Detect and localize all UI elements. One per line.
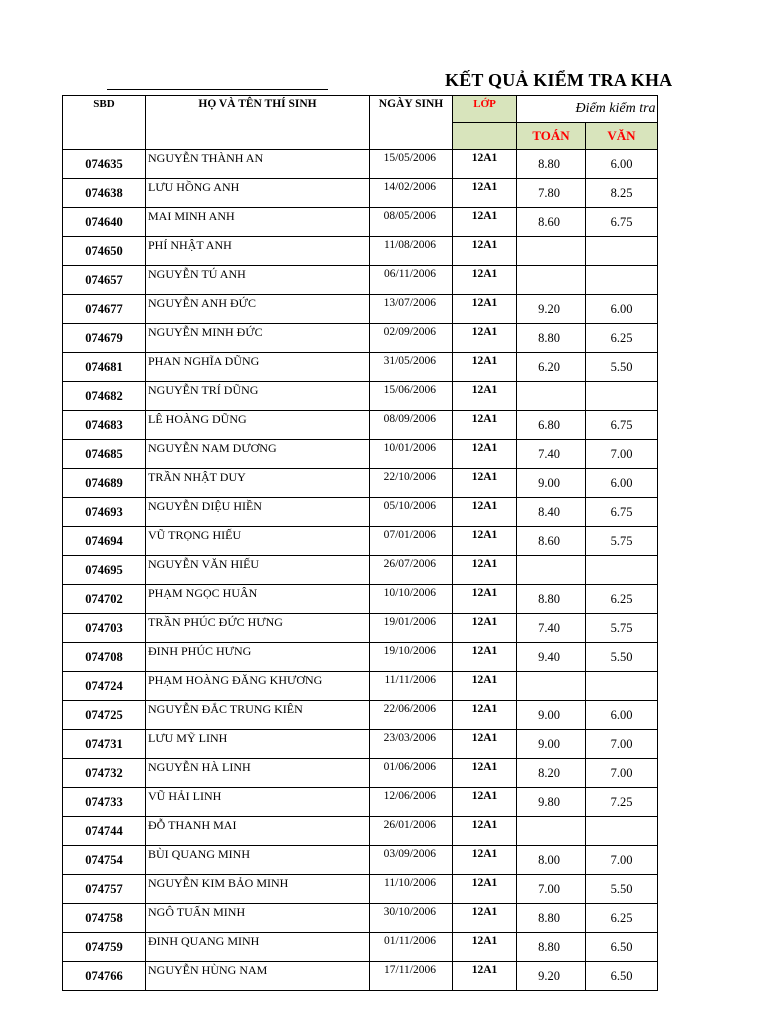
cell-van: 6.75 bbox=[586, 208, 658, 237]
cell-toan bbox=[517, 556, 586, 585]
cell-dob: 17/11/2006 bbox=[370, 962, 453, 991]
cell-van: 5.75 bbox=[586, 614, 658, 643]
cell-sbd: 074679 bbox=[63, 324, 146, 353]
table-row bbox=[63, 614, 658, 643]
cell-van: 6.00 bbox=[586, 469, 658, 498]
table-row bbox=[63, 556, 658, 585]
cell-lop: 12A1 bbox=[453, 527, 517, 556]
cell-van bbox=[586, 556, 658, 585]
cell-dob: 11/10/2006 bbox=[370, 875, 453, 904]
cell-sbd: 074744 bbox=[63, 817, 146, 846]
table-row bbox=[63, 788, 658, 817]
cell-van: 7.00 bbox=[586, 759, 658, 788]
table-row bbox=[63, 353, 658, 382]
cell-sbd: 074695 bbox=[63, 556, 146, 585]
cell-van: 6.25 bbox=[586, 904, 658, 933]
cell-sbd: 074693 bbox=[63, 498, 146, 527]
cell-sbd: 074640 bbox=[63, 208, 146, 237]
column-header-lop-fill bbox=[453, 123, 517, 150]
cell-name: PHÍ NHẬT ANH bbox=[146, 237, 370, 266]
cell-sbd: 074702 bbox=[63, 585, 146, 614]
cell-lop: 12A1 bbox=[453, 150, 517, 179]
cell-toan: 8.80 bbox=[517, 904, 586, 933]
cell-dob: 30/10/2006 bbox=[370, 904, 453, 933]
table-row bbox=[63, 817, 658, 846]
cell-name: VŨ HẢI LINH bbox=[146, 788, 370, 817]
cell-dob: 15/05/2006 bbox=[370, 150, 453, 179]
table-row bbox=[63, 933, 658, 962]
cell-toan: 9.20 bbox=[517, 295, 586, 324]
cell-van: 6.00 bbox=[586, 701, 658, 730]
cell-lop: 12A1 bbox=[453, 672, 517, 701]
cell-sbd: 074682 bbox=[63, 382, 146, 411]
cell-dob: 31/05/2006 bbox=[370, 353, 453, 382]
cell-name: NGUYỄN THÀNH AN bbox=[146, 150, 370, 179]
cell-name: ĐINH PHÚC HƯNG bbox=[146, 643, 370, 672]
cell-name: VŨ TRỌNG HIẾU bbox=[146, 527, 370, 556]
cell-toan bbox=[517, 817, 586, 846]
cell-name: NGUYỄN DIỆU HIỀN bbox=[146, 498, 370, 527]
table-row bbox=[63, 179, 658, 208]
cell-dob: 22/10/2006 bbox=[370, 469, 453, 498]
cell-dob: 13/07/2006 bbox=[370, 295, 453, 324]
cell-sbd: 074683 bbox=[63, 411, 146, 440]
cell-van: 6.25 bbox=[586, 324, 658, 353]
cell-toan bbox=[517, 672, 586, 701]
cell-van: 5.50 bbox=[586, 353, 658, 382]
cell-van: 8.25 bbox=[586, 179, 658, 208]
cell-name: LƯU MỸ LINH bbox=[146, 730, 370, 759]
cell-toan: 9.80 bbox=[517, 788, 586, 817]
cell-lop: 12A1 bbox=[453, 469, 517, 498]
cell-sbd: 074685 bbox=[63, 440, 146, 469]
cell-name: ĐỖ THANH MAI bbox=[146, 817, 370, 846]
cell-dob: 03/09/2006 bbox=[370, 846, 453, 875]
cell-sbd: 074733 bbox=[63, 788, 146, 817]
cell-toan: 8.00 bbox=[517, 846, 586, 875]
cell-dob: 11/11/2006 bbox=[370, 672, 453, 701]
cell-dob: 01/11/2006 bbox=[370, 933, 453, 962]
cell-lop: 12A1 bbox=[453, 846, 517, 875]
cell-dob: 02/09/2006 bbox=[370, 324, 453, 353]
cell-toan: 9.20 bbox=[517, 962, 586, 991]
table-row bbox=[63, 527, 658, 556]
cell-dob: 15/06/2006 bbox=[370, 382, 453, 411]
cell-name: LƯU HỒNG ANH bbox=[146, 179, 370, 208]
table-row bbox=[63, 643, 658, 672]
cell-lop: 12A1 bbox=[453, 179, 517, 208]
cell-name: NGÔ TUẤN MINH bbox=[146, 904, 370, 933]
cell-dob: 12/06/2006 bbox=[370, 788, 453, 817]
column-header-lop: LỚP bbox=[453, 96, 517, 123]
cell-toan bbox=[517, 237, 586, 266]
cell-dob: 08/05/2006 bbox=[370, 208, 453, 237]
cell-van bbox=[586, 382, 658, 411]
cell-dob: 10/10/2006 bbox=[370, 585, 453, 614]
cell-dob: 11/08/2006 bbox=[370, 237, 453, 266]
cell-dob: 14/02/2006 bbox=[370, 179, 453, 208]
cell-toan: 8.20 bbox=[517, 759, 586, 788]
cell-lop: 12A1 bbox=[453, 701, 517, 730]
table-row bbox=[63, 875, 658, 904]
cell-van bbox=[586, 237, 658, 266]
cell-toan: 8.80 bbox=[517, 585, 586, 614]
cell-name: NGUYỄN MINH ĐỨC bbox=[146, 324, 370, 353]
cell-van: 6.00 bbox=[586, 295, 658, 324]
cell-dob: 06/11/2006 bbox=[370, 266, 453, 295]
cell-van: 6.50 bbox=[586, 962, 658, 991]
cell-name: TRẦN NHẬT DUY bbox=[146, 469, 370, 498]
cell-sbd: 074731 bbox=[63, 730, 146, 759]
table-row bbox=[63, 440, 658, 469]
table-row bbox=[63, 411, 658, 440]
table-row bbox=[63, 846, 658, 875]
cell-name: NGUYỄN KIM BẢO MINH bbox=[146, 875, 370, 904]
cell-name: NGUYỄN ĐẮC TRUNG KIÊN bbox=[146, 701, 370, 730]
cell-van: 6.75 bbox=[586, 498, 658, 527]
cell-lop: 12A1 bbox=[453, 295, 517, 324]
cell-toan: 8.40 bbox=[517, 498, 586, 527]
table-row bbox=[63, 208, 658, 237]
cell-toan: 6.80 bbox=[517, 411, 586, 440]
cell-toan: 8.80 bbox=[517, 324, 586, 353]
column-header-score-group: Điểm kiểm tra bbox=[517, 96, 658, 123]
cell-name: NGUYỄN HÀ LINH bbox=[146, 759, 370, 788]
table-row bbox=[63, 469, 658, 498]
cell-name: NGUYỄN ANH ĐỨC bbox=[146, 295, 370, 324]
cell-dob: 26/01/2006 bbox=[370, 817, 453, 846]
cell-toan bbox=[517, 266, 586, 295]
cell-sbd: 074759 bbox=[63, 933, 146, 962]
cell-van: 5.75 bbox=[586, 527, 658, 556]
table-row bbox=[63, 295, 658, 324]
cell-lop: 12A1 bbox=[453, 324, 517, 353]
header-underline bbox=[107, 89, 328, 90]
cell-sbd: 074703 bbox=[63, 614, 146, 643]
cell-van: 7.00 bbox=[586, 730, 658, 759]
table-row bbox=[63, 150, 658, 179]
table-row bbox=[63, 672, 658, 701]
cell-lop: 12A1 bbox=[453, 411, 517, 440]
cell-dob: 07/01/2006 bbox=[370, 527, 453, 556]
cell-van: 5.50 bbox=[586, 643, 658, 672]
cell-sbd: 074766 bbox=[63, 962, 146, 991]
cell-lop: 12A1 bbox=[453, 643, 517, 672]
cell-van: 6.25 bbox=[586, 585, 658, 614]
cell-toan: 8.80 bbox=[517, 933, 586, 962]
table-row bbox=[63, 382, 658, 411]
cell-name: LÊ HOÀNG DŨNG bbox=[146, 411, 370, 440]
cell-lop: 12A1 bbox=[453, 962, 517, 991]
cell-toan: 9.40 bbox=[517, 643, 586, 672]
cell-lop: 12A1 bbox=[453, 875, 517, 904]
cell-lop: 12A1 bbox=[453, 817, 517, 846]
cell-sbd: 074657 bbox=[63, 266, 146, 295]
cell-van bbox=[586, 266, 658, 295]
cell-name: TRẦN PHÚC ĐỨC HƯNG bbox=[146, 614, 370, 643]
cell-name: NGUYỄN HÙNG NAM bbox=[146, 962, 370, 991]
column-header-sbd: SBD bbox=[63, 96, 146, 150]
column-header-van: VĂN bbox=[586, 123, 658, 150]
cell-dob: 26/07/2006 bbox=[370, 556, 453, 585]
cell-toan: 7.40 bbox=[517, 440, 586, 469]
cell-van: 6.00 bbox=[586, 150, 658, 179]
cell-toan: 8.60 bbox=[517, 527, 586, 556]
cell-dob: 01/06/2006 bbox=[370, 759, 453, 788]
cell-name: MAI MINH ANH bbox=[146, 208, 370, 237]
cell-dob: 19/10/2006 bbox=[370, 643, 453, 672]
cell-lop: 12A1 bbox=[453, 266, 517, 295]
cell-sbd: 074758 bbox=[63, 904, 146, 933]
cell-lop: 12A1 bbox=[453, 440, 517, 469]
cell-toan: 7.80 bbox=[517, 179, 586, 208]
cell-van: 7.00 bbox=[586, 846, 658, 875]
cell-name: PHAN NGHĨA DŨNG bbox=[146, 353, 370, 382]
table-row bbox=[63, 730, 658, 759]
results-table bbox=[62, 95, 658, 991]
cell-dob: 23/03/2006 bbox=[370, 730, 453, 759]
cell-sbd: 074724 bbox=[63, 672, 146, 701]
cell-lop: 12A1 bbox=[453, 904, 517, 933]
cell-toan: 6.20 bbox=[517, 353, 586, 382]
table-row bbox=[63, 266, 658, 295]
column-header-name: HỌ VÀ TÊN THÍ SINH bbox=[146, 96, 370, 150]
cell-toan: 9.00 bbox=[517, 701, 586, 730]
cell-dob: 05/10/2006 bbox=[370, 498, 453, 527]
cell-sbd: 074754 bbox=[63, 846, 146, 875]
cell-dob: 19/01/2006 bbox=[370, 614, 453, 643]
cell-sbd: 074694 bbox=[63, 527, 146, 556]
cell-lop: 12A1 bbox=[453, 788, 517, 817]
cell-lop: 12A1 bbox=[453, 556, 517, 585]
cell-toan bbox=[517, 382, 586, 411]
cell-name: NGUYỄN VĂN HIẾU bbox=[146, 556, 370, 585]
cell-lop: 12A1 bbox=[453, 498, 517, 527]
cell-van bbox=[586, 817, 658, 846]
cell-name: NGUYỄN NAM DƯƠNG bbox=[146, 440, 370, 469]
cell-toan: 7.40 bbox=[517, 614, 586, 643]
cell-lop: 12A1 bbox=[453, 237, 517, 266]
table-row bbox=[63, 237, 658, 266]
table-row bbox=[63, 324, 658, 353]
cell-name: ĐINH QUANG MINH bbox=[146, 933, 370, 962]
page-title: KẾT QUẢ KIỂM TRA KHA bbox=[445, 70, 673, 90]
cell-toan: 9.00 bbox=[517, 469, 586, 498]
cell-lop: 12A1 bbox=[453, 730, 517, 759]
cell-lop: 12A1 bbox=[453, 933, 517, 962]
cell-toan: 8.60 bbox=[517, 208, 586, 237]
column-header-toan: TOÁN bbox=[517, 123, 586, 150]
cell-sbd: 074689 bbox=[63, 469, 146, 498]
cell-name: BÙI QUANG MINH bbox=[146, 846, 370, 875]
cell-lop: 12A1 bbox=[453, 353, 517, 382]
cell-dob: 22/06/2006 bbox=[370, 701, 453, 730]
cell-van bbox=[586, 672, 658, 701]
cell-name: PHẠM HOÀNG ĐĂNG KHƯƠNG bbox=[146, 672, 370, 701]
cell-name: NGUYỄN TÚ ANH bbox=[146, 266, 370, 295]
table-row bbox=[63, 904, 658, 933]
cell-lop: 12A1 bbox=[453, 208, 517, 237]
cell-sbd: 074635 bbox=[63, 150, 146, 179]
cell-sbd: 074650 bbox=[63, 237, 146, 266]
cell-sbd: 074725 bbox=[63, 701, 146, 730]
header-row bbox=[63, 96, 658, 123]
cell-sbd: 074708 bbox=[63, 643, 146, 672]
cell-sbd: 074732 bbox=[63, 759, 146, 788]
cell-lop: 12A1 bbox=[453, 585, 517, 614]
table-row bbox=[63, 962, 658, 991]
cell-van: 6.50 bbox=[586, 933, 658, 962]
cell-dob: 10/01/2006 bbox=[370, 440, 453, 469]
cell-toan: 9.00 bbox=[517, 730, 586, 759]
cell-toan: 7.00 bbox=[517, 875, 586, 904]
cell-sbd: 074681 bbox=[63, 353, 146, 382]
cell-lop: 12A1 bbox=[453, 382, 517, 411]
cell-name: NGUYỄN TRÍ DŨNG bbox=[146, 382, 370, 411]
cell-sbd: 074677 bbox=[63, 295, 146, 324]
cell-van: 6.75 bbox=[586, 411, 658, 440]
cell-van: 5.50 bbox=[586, 875, 658, 904]
cell-lop: 12A1 bbox=[453, 759, 517, 788]
cell-toan: 8.80 bbox=[517, 150, 586, 179]
table-row bbox=[63, 498, 658, 527]
table-row bbox=[63, 701, 658, 730]
cell-van: 7.25 bbox=[586, 788, 658, 817]
table-row bbox=[63, 585, 658, 614]
cell-sbd: 074638 bbox=[63, 179, 146, 208]
cell-lop: 12A1 bbox=[453, 614, 517, 643]
table-row bbox=[63, 759, 658, 788]
cell-name: PHẠM NGỌC HUÂN bbox=[146, 585, 370, 614]
cell-sbd: 074757 bbox=[63, 875, 146, 904]
cell-van: 7.00 bbox=[586, 440, 658, 469]
cell-dob: 08/09/2006 bbox=[370, 411, 453, 440]
results-table-body bbox=[63, 96, 658, 991]
column-header-dob: NGÀY SINH bbox=[370, 96, 453, 150]
